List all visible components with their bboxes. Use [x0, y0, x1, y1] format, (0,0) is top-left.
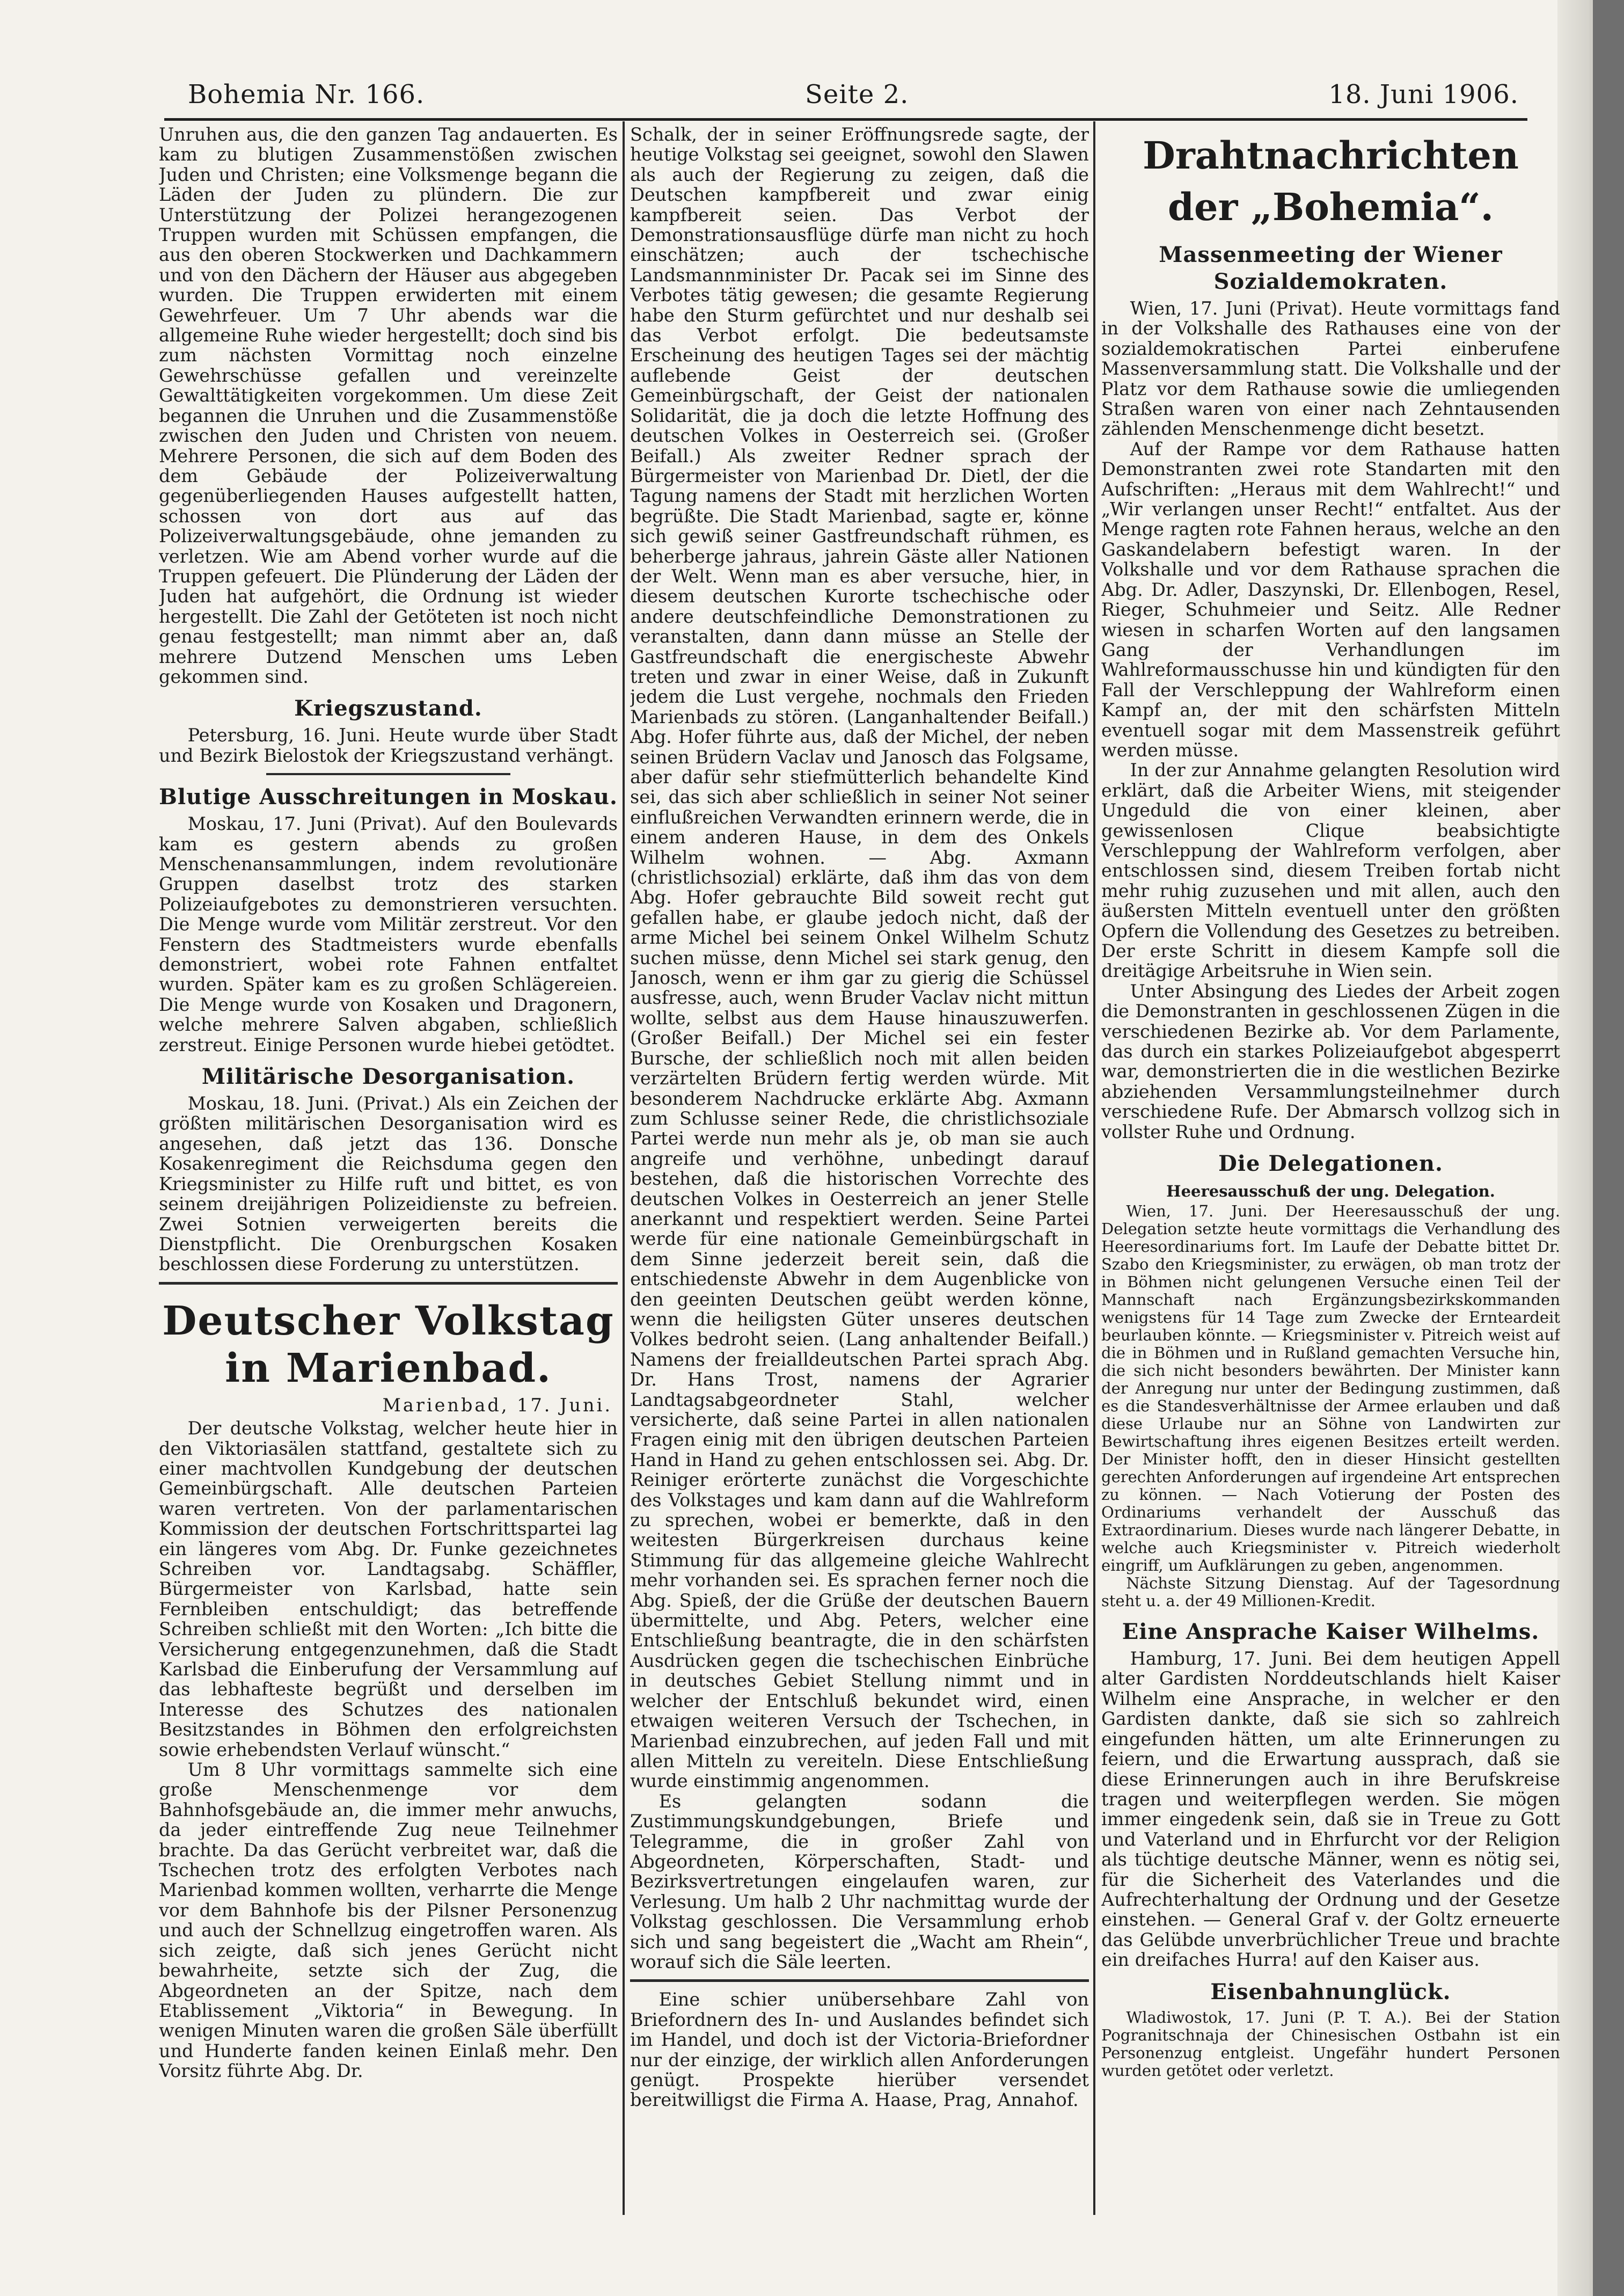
article-text: Nächste Sitzung Dienstag. Auf der Tagesordnung steht u. a. der 49 Millionen-Kredit.	[1101, 1574, 1560, 1610]
separator	[266, 773, 510, 775]
column-2	[630, 125, 1089, 2207]
article-text: Um 8 Uhr vormittags sammelte sich eine große Menschenmenge vor dem Bahnhofsgebäude an, die immer mehr anwuchs, da jeder eintreffende Zug neue Teilnehmer brachte. Da das Gerücht verbreitet war, daß die Tschechen trotz des erfolgten Verbotes nach Marienbad kommen wollten, verharrte die Menge vor dem Bahnhofe bis der Pilsner Personenzug und auch der Schnellzug eingetroffen waren. Als sich zeigte, daß sich jenes Gerücht nicht bewahrheite, setzte sich der Zug, die Abgeordneten an der Spitze, nach dem Etablissement „Viktoria“ in Bewegung. In wenigen Minuten waren die großen Säle überfüllt und Hunderte fanden keinen Einlaß mehr. Den Vorsitz führte Abg. Dr.	[159, 1759, 618, 2082]
separator	[630, 1979, 1089, 1982]
article-text: Wladiwostok, 17. Juni (P. T. A.). Bei der Station Pogranitschnaja der Chinesischen Ostbahn ist ein Personenzug entgleist. Ungefähr hundert Personen wurden getötet oder verletzt.	[1101, 2008, 1560, 2080]
article-text: Unruhen aus, die den ganzen Tag andauerten. Es kam zu blutigen Zusammenstößen zwischen Juden und Christen; eine Volksmenge begann die Läden der Juden zu plündern. Die zur Unterstützung der Polizei herangezogenen Truppen wurden mit Schüssen empfangen, die aus den oberen Stockwerken und Dachkammern und von den Dächern der Häuser aus abgegeben wurden. Die Truppen erwiderten mit einem Gewehrfeuer. Um 7 Uhr abends war die allgemeine Ruhe wieder hergestellt; doch sind bis zum nächsten Vormittag noch einzelne Gewehrschüsse gefallen und vereinzelte Gewalttätigkeiten vorgekommen. Um diese Zeit begannen die Unruhen und die Zusammenstöße zwischen den Juden und Christen von neuem. Mehrere Personen, die sich auf dem Boden des dem Gebäude der Polizeiverwaltung gegenüberliegenden Hauses aufgestellt hatten, schossen von dort aus auf das Polizeiverwaltungsgebäude, ohne jemanden zu verletzen. Wie am Abend vorher wurde auf die Truppen gefeuert. Die Plünderung der Läden der Juden hat aufgehört, die Ordnung ist wieder hergestellt. Die Zahl der Getöteten ist noch nicht genau festgestellt; man nimmt aber an, daß mehrere Dutzend Menschen ums Leben gekommen sind.	[159, 125, 618, 687]
header-issue: Bohemia Nr. 166.	[188, 79, 425, 110]
column-3	[1101, 125, 1560, 2207]
article-text: Auf der Rampe vor dem Rathause hatten Demonstranten zwei rote Standarten mit den Aufschriften: „Heraus mit dem Wahlrecht!“ und „Wir verlangen unser Recht!“ entfaltet. Aus der Menge ragten rote Fahnen heraus, welche an den Gaskandelabern befestigt waren. In der Volkshalle und vor dem Rathause sprachen die Abg. Dr. Adler, Daszynski, Dr. Ellenbogen, Resel, Rieger, Schuhmeier und Seitz. Alle Redner wiesen in scharfen Worten auf den langsamen Gang der Verhandlungen im Wahlreformausschusse hin und kündigten für den Fall der Verschleppung der Wahlreform einen Kampf an, der mit den schärfsten Mitteln eventuell sogar mit dem Massenstreik geführt werden müsse.	[1101, 438, 1560, 761]
article-text: Moskau, 17. Juni (Privat). Auf den Boulevards kam es gestern abends zu großen Menschenansammlungen, indem revolutionäre Gruppen daselbst trotz des starken Polizeiaufgebotes zu demonstrieren versuchten. Die Menge wurde vom Militär zerstreut. Vor den Fenstern des Stadtmeisters wurde ebenfalls demonstriert, wobei rote Fahnen entfaltet wurden. Später kam es zu großen Schlägereien. Die Menge wurde von Kosaken und Dragonern, welche mehrere Salven abgaben, schließlich zerstreut. Einige Personen wurde hiebei getödtet.	[159, 813, 618, 1055]
headline-moskau: Blutige Ausschreitungen in Moskau.	[159, 784, 618, 810]
headline-delegationen: Die Delegationen.	[1218, 1151, 1443, 1177]
header-page-number: Seite 2.	[805, 79, 909, 110]
separator	[159, 1282, 618, 1285]
article-text: Wien, 17. Juni. Der Heeresausschuß der ung. Delegation setzte heute vormittags die Verhandlung des Heeresordinariums fort. Im Laufe der Debatte bittet Dr. Szabo den Kriegsminister, zu erwägen, ob man trotz der in Böhmen nicht gelungenen Versuche einen Teil der Mannschaft nach Ergänzungsbezirkskommanden wenigstens für 14 Tage zum Zwecke der Ernteardeit beurlauben könnte. — Kriegsminister v. Pitreich weist auf die in Böhmen und in Rußland gemachten Versuche hin, die sich nicht besonders bewährten. Der Minister kann der Anregung nur unter der Bedingung zustimmen, daß es die Standesverhältnisse der Armee erlauben und daß diese Urlaube nur an Söhne von Landwirten zur Bewirtschaftung ihres eigenen Besitzes erteilt werden. Der Minister hofft, den in dieser Hinsicht gestellten gerechten Anforderungen auf irgendeine Art entsprechen zu können. — Nach Votierung der Posten des Ordinariums verhandelt der Ausschuß das Extraordinarium. Dieses wurde nach längerer Debatte, in welche auch Kriegsminister v. Pitreich wiederholt eingriff, um Aufklärungen zu geben, angenommen.	[1101, 1202, 1560, 1575]
column-divider-1	[623, 121, 625, 2215]
headline-volkstag: Deutscher Volkstag in Marienbad.	[162, 1298, 615, 1391]
article-text: Unter Absingung des Liedes der Arbeit zogen die Demonstranten in geschlossenen Zügen in die verschiedenen Bezirke ab. Vor dem Parlamente, das durch ein starkes Polizeiaufgebot abgesperrt war, demonstrierten die in die westlichen Bezirke abziehenden Versammlungsteilnehmer durch verschiedene Rufe. Der Abmarsch vollzog sich in vollster Ruhe und Ordnung.	[1101, 980, 1560, 1142]
subheadline-heeresausschuss: Heeresausschuß der ung. Delegation.	[1166, 1182, 1495, 1201]
article-text: In der zur Annahme gelangten Resolution wird erklärt, daß die Arbeiter Wiens, mit steigender Ungeduld die von einer kleinen, aber gewissenlosen Clique beabsichtigte Verschleppung der Wahlreform verfolgen, aber entschlossen sind, diesem Treiben fortab nicht mehr ruhig zuzusehen und mit allen, auch den äußersten Mitteln eventuell unter den größten Opfern die Vollendung des Gesetzes zu betreiben. Der erste Schritt in diesem Kampfe soll die dreitägige Arbeitsruhe in Wien sein.	[1101, 760, 1560, 982]
section-masthead: Drahtnachrichten der „Bohemia“.	[1143, 133, 1519, 229]
headline-eisenbahnunglueck: Eisenbahnunglück.	[1210, 1979, 1451, 2005]
header-rule	[164, 118, 1527, 121]
dateline: Marienbad, 17. Juni.	[382, 1394, 612, 1416]
headline-massenmeeting: Massenmeeting der Wiener Sozialdemokraten.	[1159, 242, 1503, 294]
page-edge-shadow	[1557, 0, 1590, 2296]
advertisement-text: Eine schier unübersehbare Zahl von Briefordnern des In- und Auslandes befindet sich im Handel, und doch ist der Victoria-Briefordner nur der einzige, der wirklich allen Anforderungen genügt. Prospekte hierüber versendet bereitwilligst die Firma A. Haase, Prag, Annahof.	[630, 1989, 1089, 2111]
article-text: Moskau, 18. Juni. (Privat.) Als ein Zeichen der größten militärischen Desorganisation wird es angesehen, daß jetzt das 136. Donsche Kosakenregiment die Reichsduma gegen den Kriegsminister zu Hilfe ruft und bittet, es von seinem dreijährigen Polizeidienste zu befreien. Zwei Sotnien verweigerten bereits die Dienstpflicht. Die Orenburgschen Kosaken beschlossen diese Forderung zu unterstützen.	[159, 1093, 618, 1275]
header-date: 18. Juni 1906.	[1328, 79, 1519, 110]
headline-kaiser-wilhelm: Eine Ansprache Kaiser Wilhelms.	[1122, 1619, 1540, 1645]
article-text: Es gelangten sodann die Zustimmungskundgebungen, Briefe und Telegramme, die in großer Zahl von Abgeordneten, Körperschaften, Stadt- und Bezirksvertretungen eingelaufen waren, zur Verlesung. Um halb 2 Uhr nachmittag wurde der Volkstag geschlossen. Die Versammlung erhob sich und sang begeistert die „Wacht am Rhein“, worauf sich die Säle leerten.	[630, 1790, 1089, 1972]
column-divider-2	[1093, 121, 1095, 2215]
article-text: Petersburg, 16. Juni. Heute wurde über Stadt und Bezirk Bielostok der Kriegszustand verhängt.	[159, 725, 618, 766]
article-text: Hamburg, 17. Juni. Bei dem heutigen Appell alter Gardisten Norddeutschlands hielt Kaiser Wilhelm eine Ansprache, in welcher er den Gardisten dankte, daß sie sich so zahlreich eingefunden hätten, um alte Erinnerungen zu feiern, und die Erwartung aussprach, daß sie diese Erinnerungen auch in ihre Berufskreise tragen und weiterpflegen werden. Sie mögen immer eingedenk sein, daß sie in Treue zu Gott und Vaterland und in Ehrfurcht vor der Religion als tüchtige deutsche Männer, wenn es nötig sei, für die Sicherheit des Vaterlandes und die Aufrechterhaltung der Ordnung und der Gesetze einstehen. — General Graf v. der Goltz erneuerte das Gelübde unverbrüchlicher Treue und brachte ein dreifaches Hurra! auf den Kaiser aus.	[1101, 1648, 1560, 1971]
headline-militaerische: Militärische Desorganisation.	[201, 1064, 575, 1090]
article-text: Schalk, der in seiner Eröffnungsrede sagte, der heutige Volkstag sei geeignet, sowohl den Slawen als auch der Regierung zu zeigen, daß die Deutschen kampfbereit und zwar einig kampfbereit seien. Das Verbot der Demonstrationsausflüge dürfe man nicht zu hoch einschätzen; auch der tschechische Landsmannminister Dr. Pacak sei im Sinne des Verbotes tätig gewesen; die gesamte Regierung habe den Sturm gefürchtet und nur deshalb sei das Verbot erfolgt. Die bedeutsamste Erscheinung des heutigen Tages sei der mächtig auflebende Geist der deutschen Gemeinbürgschaft, der Geist der nationalen Solidarität, die ja doch die letzte Hoffnung des deutschen Volkes in Oesterreich sei. (Großer Beifall.) Als zweiter Redner sprach der Bürgermeister von Marienbad Dr. Dietl, der die Tagung namens der Stadt mit herzlichen Worten begrüßte. Die Stadt Marienbad, sagte er, könne sich gewiß seiner Gastfreundschaft rühmen, es beherberge jahraus, jahrein Gäste aller Nationen der Welt. Wenn man es aber versuche, hier, in diesem deutschen Kurorte tschechische oder andere deutschfeindliche Demonstrationen zu veranstalten, dann dann müsse an Stelle der Gastfreundschaft die energischeste Abwehr treten und zwar in einer Weise, daß in Zukunft jedem die Lust vergehe, nochmals den Frieden Marienbads zu stören. (Langanhaltender Beifall.) Abg. Hofer führte aus, daß der Michel, der neben seinen Brüdern Vaclav und Janosch das Folgsame, aber dafür sehr stiefmütterlich behandelte Kind sei, das sich aber schließlich in seiner Not seiner einflußreichen Verwandten erinnern werde, die in einem anderen Hause, in dem des Onkels Wilhelm wohnen. — Abg. Axmann (christlichsozial) erklärte, daß ihm das von dem Abg. Hofer gebrauchte Bild soweit recht gut gefallen habe, er glaube jedoch nicht, daß der arme Michel bei seinem Onkel Wilhelm Schutz suchen müsse, denn Michel sei stark genug, den Janosch, wenn er ihm gar zu gierig die Schüssel ausfresse, auch, wenn Bruder Vaclav nicht mittun wollte, selbst aus dem Hause hinauszuwerfen. (Großer Beifall.) Der Michel sei ein fester Bursche, der schließlich noch mit allen beiden verzärtelten Brüdern fertig werden würde. Mit besonderem Nachdrucke erklärte Abg. Axmann zum Schlusse seiner Rede, die christlichsoziale Partei werde nun mehr als je, ob man sie auch angreife und verhöhne, unbedingt darauf bestehen, daß die historischen Vorrechte des deutschen Volkes in Oesterreich an jener Stelle anerkannt und respektiert werden. Seine Partei werde für eine nationale Gemeinbürgschaft in dem Sinne jederzeit bereit sein, daß die entschiedenste Abwehr in dem Augenblicke von den geeinten Deutschen geübt werden könne, wenn die heiligsten Güter unseres deutschen Volkes bedroht seien. (Lang anhaltender Beifall.) Namens der freialldeutschen Partei sprach Abg. Dr. Hans Trost, namens der Agrarier Landtagsabgeordneter Stahl, welcher versicherte, daß seine Partei in allen nationalen Fragen einig mit den übrigen deutschen Parteien Hand in Hand zu gehen entschlossen sei. Abg. Dr. Reiniger erörterte zunächst die Vorgeschichte des Volkstages und kam dann auf die Wahlreform zu sprechen, wobei er bemerkte, daß in den weitesten Bürgerkreisen durchaus keine Stimmung für das allgemeine gleiche Wahlrecht mehr vorhanden sei. Es sprachen ferner noch die Abg. Spieß, der die Grüße der deutschen Bauern übermittelte, und Abg. Peters, welcher eine Entschließung beantragte, die in den schärfsten Ausdrücken gegen die tschechischen Einbrüche in deutsches Gebiet Stellung nimmt und in welcher der Entschluß bekundet wird, einen etwaigen weiteren Versuch der Tschechen, in Marienbad einzubrechen, auf jeden Fall und mit allen Mitteln zu vereiteln. Diese Entschließung wurde einstimmig angenommen.	[630, 125, 1089, 1792]
column-1	[159, 125, 618, 2207]
headline-kriegszustand: Kriegszustand.	[294, 696, 482, 721]
article-text: Wien, 17. Juni (Privat). Heute vormittags fand in der Volkshalle des Rathauses eine von der sozialdemokratischen Partei einberufene Massenversammlung statt. Die Volkshalle und der Platz vor dem Rathause sowie die umliegenden Straßen waren von einer nach Zehntausenden zählenden Menschenmenge dicht besetzt.	[1101, 298, 1560, 440]
page-header	[188, 79, 1519, 117]
article-text: Der deutsche Volkstag, welcher heute hier in den Viktoriasälen stattfand, gestaltete sich zu einer machtvollen Kundgebung der deutschen Gemeinbürgschaft. Alle deutschen Parteien waren vertreten. Von der parlamentarischen Kommission der deutschen Fortschrittspartei lag ein längeres vom Abg. Dr. Funke gezeichnetes Schreiben vor. Landtagsabg. Schäffler, Bürgermeister von Karlsbad, hatte sein Fernbleiben entschuldigt; das betreffende Schreiben schließt mit den Worten: „Ich bitte die Versicherung entgegenzunehmen, daß die Stadt Karlsbad die Einberufung der Versammlung auf das lebhafteste begrüßt und derselben im Interesse des Schutzes des nationalen Besitzstandes in Böhmen den erfolgreichsten sowie erhebendsten Verlauf wünscht.“	[159, 1418, 618, 1760]
